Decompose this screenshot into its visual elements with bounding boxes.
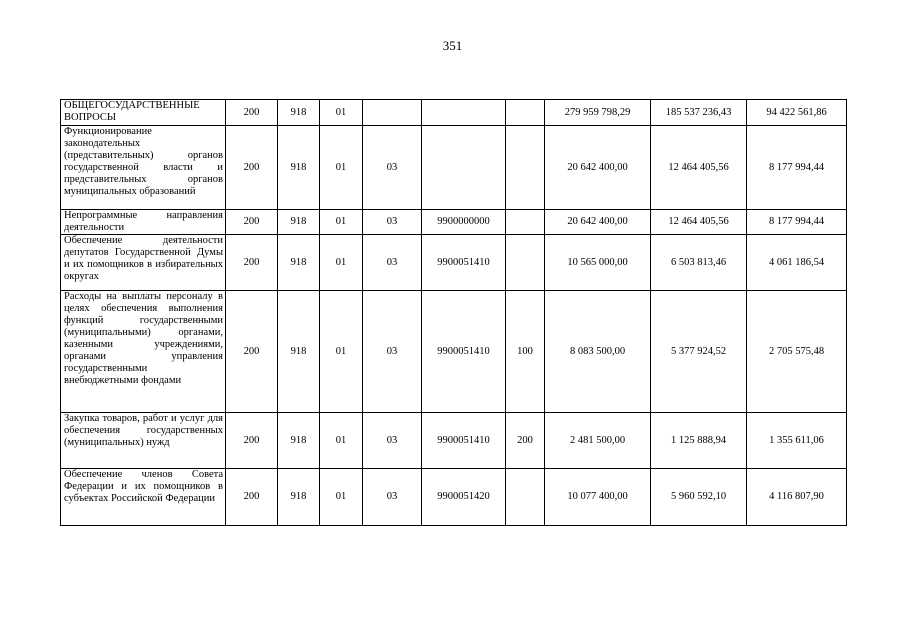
cell-amount-remaining: 8 177 994,44	[747, 210, 847, 235]
cell-target-article: 9900051410	[422, 235, 506, 291]
cell-amount-remaining: 2 705 575,48	[747, 291, 847, 413]
cell-expense-type: 200	[506, 413, 545, 469]
cell-target-article: 9900051410	[422, 413, 506, 469]
table-body	[61, 100, 847, 526]
page-number: 351	[442, 38, 463, 53]
cell-subsection: 03	[363, 126, 422, 210]
cell-amount-remaining: 1 355 611,06	[747, 413, 847, 469]
budget-table	[60, 99, 847, 526]
cell-section: 01	[320, 126, 363, 210]
cell-amount-plan: 10 077 400,00	[545, 469, 651, 526]
cell-section: 01	[320, 100, 363, 126]
row-name-cell: Функционирование законодательных (представительных) органов государственной власти и представительных органов муниципальных образований	[61, 126, 226, 210]
cell-amount-plan: 2 481 500,00	[545, 413, 651, 469]
cell-amount-remaining: 8 177 994,44	[747, 126, 847, 210]
cell-expense-type	[506, 469, 545, 526]
table-row	[61, 126, 847, 210]
cell-expense-type	[506, 235, 545, 291]
cell-subsection: 03	[363, 413, 422, 469]
cell-amount-executed: 5 960 592,10	[651, 469, 747, 526]
cell-subsection: 03	[363, 291, 422, 413]
cell-target-article	[422, 126, 506, 210]
cell-amount-executed: 12 464 405,56	[651, 126, 747, 210]
row-name-cell: Расходы на выплаты персоналу в целях обеспечения выполнения функций государственными (муниципальными) органами, казенными учреждениями, органами управления государственными внебюджетными фондами	[61, 291, 226, 413]
cell-admin-code: 918	[278, 469, 320, 526]
cell-amount-executed: 185 537 236,43	[651, 100, 747, 126]
cell-admin-code: 918	[278, 100, 320, 126]
cell-budget-code: 200	[226, 413, 278, 469]
cell-target-article: 9900000000	[422, 210, 506, 235]
cell-budget-code: 200	[226, 469, 278, 526]
cell-amount-remaining: 4 116 807,90	[747, 469, 847, 526]
cell-amount-plan: 10 565 000,00	[545, 235, 651, 291]
cell-amount-executed: 6 503 813,46	[651, 235, 747, 291]
cell-budget-code: 200	[226, 126, 278, 210]
cell-section: 01	[320, 291, 363, 413]
table-row	[61, 469, 847, 526]
cell-expense-type	[506, 126, 545, 210]
cell-subsection	[363, 100, 422, 126]
row-name-cell: Закупка товаров, работ и услуг для обеспечения государственных (муниципальных) нужд	[61, 413, 226, 469]
cell-target-article: 9900051410	[422, 291, 506, 413]
table-row	[61, 291, 847, 413]
row-name-cell: Обеспечение членов Совета Федерации и их помощников в субъектах Российской Федерации	[61, 469, 226, 526]
cell-subsection: 03	[363, 469, 422, 526]
cell-target-article	[422, 100, 506, 126]
cell-amount-plan: 20 642 400,00	[545, 126, 651, 210]
cell-budget-code: 200	[226, 291, 278, 413]
row-name-cell: ОБЩЕГОСУДАРСТВЕННЫЕ ВОПРОСЫ	[61, 100, 226, 126]
cell-amount-executed: 1 125 888,94	[651, 413, 747, 469]
cell-admin-code: 918	[278, 210, 320, 235]
cell-expense-type	[506, 100, 545, 126]
cell-amount-plan: 279 959 798,29	[545, 100, 651, 126]
cell-admin-code: 918	[278, 126, 320, 210]
cell-expense-type: 100	[506, 291, 545, 413]
cell-section: 01	[320, 210, 363, 235]
table-row	[61, 235, 847, 291]
cell-expense-type	[506, 210, 545, 235]
cell-amount-plan: 20 642 400,00	[545, 210, 651, 235]
table-row	[61, 100, 847, 126]
cell-amount-remaining: 4 061 186,54	[747, 235, 847, 291]
cell-admin-code: 918	[278, 413, 320, 469]
cell-budget-code: 200	[226, 235, 278, 291]
cell-amount-remaining: 94 422 561,86	[747, 100, 847, 126]
cell-amount-executed: 5 377 924,52	[651, 291, 747, 413]
cell-budget-code: 200	[226, 210, 278, 235]
cell-subsection: 03	[363, 235, 422, 291]
row-name-cell: Непрограммные направления деятельности	[61, 210, 226, 235]
cell-amount-plan: 8 083 500,00	[545, 291, 651, 413]
cell-admin-code: 918	[278, 235, 320, 291]
cell-subsection: 03	[363, 210, 422, 235]
cell-admin-code: 918	[278, 291, 320, 413]
table-row	[61, 413, 847, 469]
cell-target-article: 9900051420	[422, 469, 506, 526]
cell-section: 01	[320, 469, 363, 526]
table-row	[61, 210, 847, 235]
cell-amount-executed: 12 464 405,56	[651, 210, 747, 235]
row-name-cell: Обеспечение деятельности депутатов Государственной Думы и их помощников в избирательных округах	[61, 235, 226, 291]
cell-budget-code: 200	[226, 100, 278, 126]
cell-section: 01	[320, 413, 363, 469]
cell-section: 01	[320, 235, 363, 291]
